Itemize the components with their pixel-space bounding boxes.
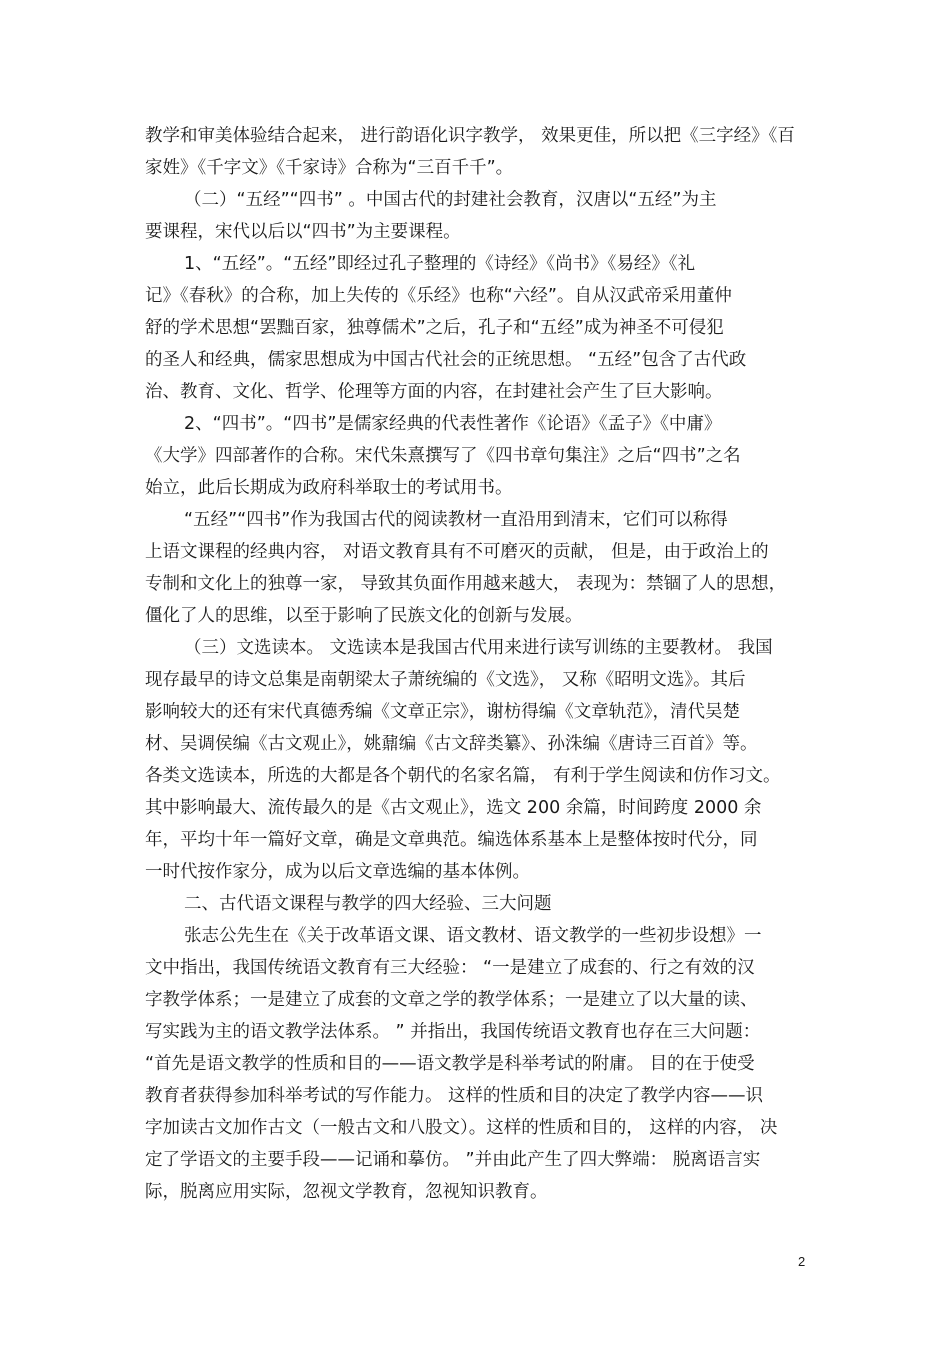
text-line: 教学和审美体验结合起来， 进行韵语化识字教学， 效果更佳，所以把《三字经》《百 (145, 126, 795, 146)
text-line: 1、“五经”。“五经”即经过孔子整理的《诗经》《尚书》《易经》《礼 (184, 254, 696, 274)
text-line: 现存最早的诗文总集是南朝梁太子萧统编的《文选》， 又称《昭明文选》。其后 (145, 670, 746, 690)
section-heading: 二、古代语文课程与教学的四大经验、三大问题 (184, 894, 552, 914)
text-line: 字加读古文加作古文（一般古文和八股文）。这样的性质和目的， 这样的内容， 决 (145, 1118, 778, 1138)
text-line: 张志公先生在《关于改革语文课、语文教材、语文教学的一些初步设想》一 (184, 926, 762, 946)
text-line: 记》《春秋》的合称，加上失传的《乐经》也称“六经”。自从汉武帝采用董仲 (145, 286, 732, 306)
text-line: 影响较大的还有宋代真德秀编《文章正宗》，谢枋得编《文章轨范》，清代吴楚 (145, 702, 740, 722)
text-line: 教育者获得参加科举考试的写作能力。 这样的性质和目的决定了教学内容——识 (145, 1086, 764, 1106)
text-line: （三）文选读本。 文选读本是我国古代用来进行读写训练的主要教材。 我国 (184, 638, 773, 658)
text-line: 僵化了人的思维，以至于影响了民族文化的创新与发展。 (145, 606, 583, 626)
text-line: 一时代按作家分，成为以后文章选编的基本体例。 (145, 862, 530, 882)
text-line: 专制和文化上的独尊一家， 导致其负面作用越来越大， 表现为：禁锢了人的思想， (145, 574, 787, 594)
text-line: “首先是语文教学的性质和目的——语文教学是科举考试的附庸。 目的在于使受 (145, 1054, 755, 1074)
text-line: 各类文选读本，所选的大都是各个朝代的名家名篇， 有利于学生阅读和仿作习文。 (145, 766, 781, 786)
text-line: 字教学体系；一是建立了成套的文章之学的教学体系；一是建立了以大量的读、 (145, 990, 758, 1010)
text-line: 的圣人和经典，儒家思想成为中国古代社会的正统思想。 “五经”包含了古代政 (145, 350, 747, 370)
text-line: 其中影响最大、流传最久的是《古文观止》，选文 200 余篇，时间跨度 2000 余 (145, 798, 762, 818)
text-line: 舒的学术思想“罢黜百家，独尊儒术”之后，孔子和“五经”成为神圣不可侵犯 (145, 318, 724, 338)
text-line: 始立，此后长期成为政府科举取士的考试用书。 (145, 478, 513, 498)
text-line: 文中指出，我国传统语文教育有三大经验： “一是建立了成套的、行之有效的汉 (145, 958, 755, 978)
text-line: 定了学语文的主要手段——记诵和摹仿。 ”并由此产生了四大弊端： 脱离语言实 (145, 1150, 761, 1170)
text-line: 际，脱离应用实际，忽视文学教育，忽视知识教育。 (145, 1182, 548, 1202)
text-line: “五经”“四书”作为我国古代的阅读教材一直沿用到清末，它们可以称得 (184, 510, 728, 530)
text-line: 上语文课程的经典内容， 对语文教育具有不可磨灭的贡献， 但是，由于政治上的 (145, 542, 769, 562)
text-line: 家姓》《千字文》《千家诗》合称为“三百千千”。 (145, 158, 514, 178)
text-line: 写实践为主的语文教学法体系。 ” 并指出，我国传统语文教育也存在三大问题： (145, 1022, 761, 1042)
text-line: 年，平均十年一篇好文章，确是文章典范。编选体系基本上是整体按时代分，同 (145, 830, 758, 850)
text-line: 要课程，宋代以后以“四书”为主要课程。 (145, 222, 461, 242)
text-line: （二）“五经”“四书” 。中国古代的封建社会教育，汉唐以“五经”为主 (184, 190, 717, 210)
text-line: 材、吴调侯编《古文观止》，姚鼐编《古文辞类纂》、孙洙编《唐诗三百首》等。 (145, 734, 758, 754)
text-line: 《大学》四部著作的合称。宋代朱熹撰写了《四书章句集注》之后“四书”之名 (145, 446, 741, 466)
text-line: 2、“四书”。“四书”是儒家经典的代表性著作《论语》《孟子》《中庸》 (184, 414, 722, 434)
text-line: 治、教育、文化、哲学、伦理等方面的内容，在封建社会产生了巨大影响。 (145, 382, 723, 402)
page-number: 2 (798, 1254, 806, 1269)
